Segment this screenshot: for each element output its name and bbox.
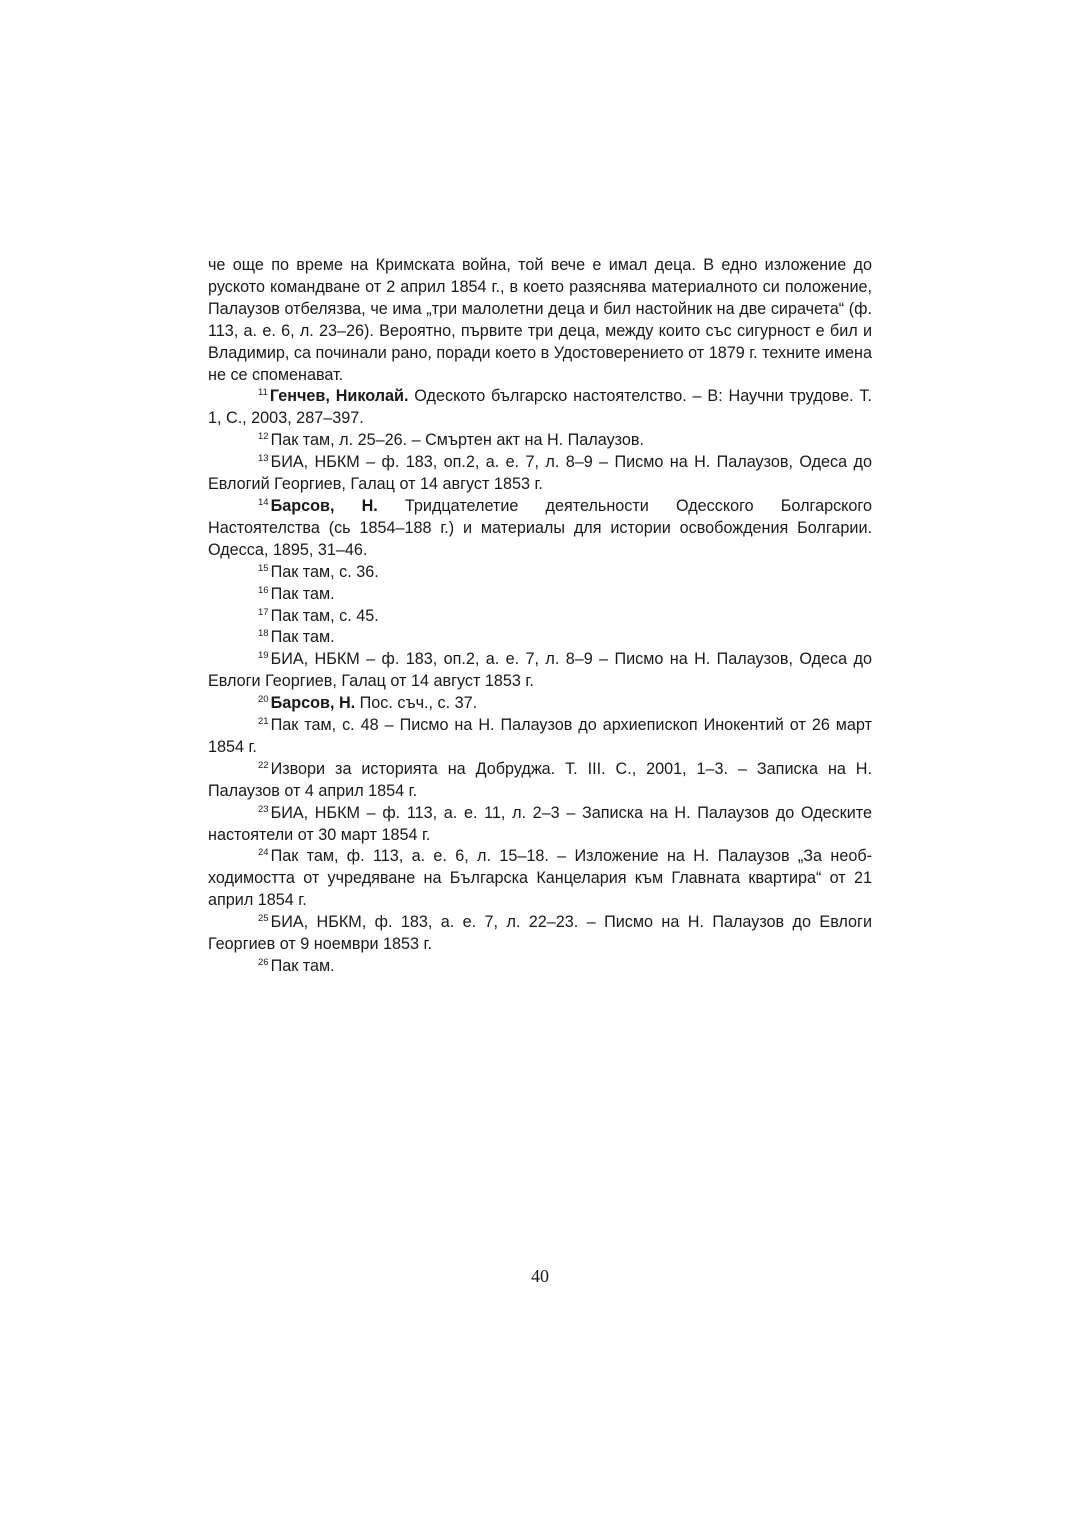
footnote-17: $^{17}$ Пак там, с. 45. bbox=[258, 606, 379, 625]
footnote-23: $^{23}$ БИА, НБКМ – ф. 113, а. е. 11, л. 2–3 – Записка на Н. Палаузов до Одеските настоятели от 30 март 1854 г. bbox=[208, 803, 872, 844]
footnote-22: $^{22}$ Извори за историята на Добруджа. Т. III. С., 2001, 1–3. – Записка на Н. Палаузов от 4 април 1854 г. bbox=[208, 759, 872, 800]
footnote-21: $^{21}$ Пак там, с. 48 – Писмо на Н. Палаузов до архиепископ Инокентий от 26 март 1854 г. bbox=[208, 716, 872, 756]
footnote-13: $^{13}$ БИА, НБКМ – ф. 183, оп.2, а. е. 7, л. 8–9 – Писмо на Н. Палаузов, Одеса до Евлогий Георгиев, Галац от 14 август 1853 г. bbox=[208, 453, 872, 494]
footnote-20: $^{20}$ Барсов, Н. Пос. съч., с. 37. bbox=[258, 694, 478, 713]
page-number: 40 bbox=[531, 1266, 549, 1286]
footnote-11: $^{11}$ Генчев, Николай. Одеското българско настоятелство. – В: Научни трудове. Т. 1, С., 2003, 287–397. bbox=[208, 387, 872, 428]
continuation-paragraph: че още по време на Кримската война, той вече е имал деца. В едно изложение до руското командване от 2 април 1854 г., в което разяснява материалното си положение, Палаузов отбелязва, че има „три малолетни деца и бил настойник на две сирачета“ (ф. 113, а. е. 6, л. 23–26). Вероятно, първите три деца, между които със сигурност е бил и Владимир, са починали рано, поради което в Удостоверението от 1879 г. техните имена не се споменават. bbox=[208, 256, 872, 384]
footnotes-block bbox=[208, 255, 872, 978]
footnote-19: $^{19}$ БИА, НБКМ – ф. 183, оп.2, а. е. 7, л. 8–9 – Писмо на Н. Палаузов, Одеса до Евлоги Георгиев, Галац от 14 август 1853 г. bbox=[208, 650, 872, 691]
footnote-24: $^{24}$ Пак там, ф. 113, а. е. 6, л. 15–18. – Изложение на Н. Палаузов „За необ-ходимостта от учредяване на Българска Канцелария към Главната квартира“ от 21 април 1854 г. bbox=[208, 847, 872, 910]
footnote-15: $^{15}$ Пак там, с. 36. bbox=[258, 562, 379, 581]
footnote-26: $^{26}$ Пак там. bbox=[258, 957, 335, 975]
footnote-16: $^{16}$ Пак там. bbox=[258, 584, 335, 603]
footnote-25: $^{25}$ БИА, НБКМ, ф. 183, а. е. 7, л. 22–23. – Писмо на Н. Палаузов до Евлоги Георгиев от 9 ноември 1853 г. bbox=[208, 913, 872, 954]
footnote-14: $^{14}$ Барсов, Н. Тридцателетие деятельности Одесского Болгарского Настоятелства (сь 1854–188 г.) и материалы для истории освобождения Болгарии. Одесса, 1895, 31–46. bbox=[208, 496, 872, 559]
footnote-18: $^{18}$ Пак там. bbox=[258, 628, 335, 647]
footnote-12: $^{12}$ Пак там, л. 25–26. – Смъртен акт на Н. Палаузов. bbox=[258, 431, 644, 450]
